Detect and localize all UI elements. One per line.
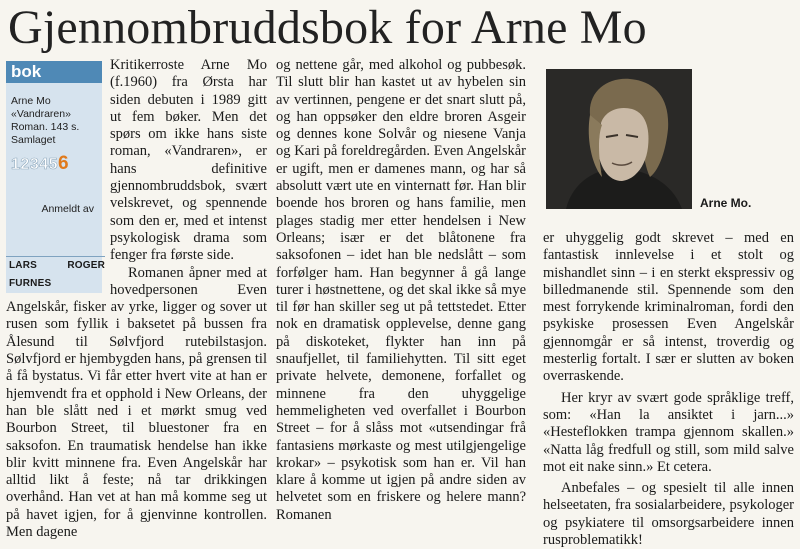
- dice-rating: [11, 155, 69, 173]
- factbox-details: Roman. 143 s.: [11, 121, 80, 133]
- author-portrait-image: [546, 69, 692, 209]
- factbox-tag: bok: [6, 61, 102, 83]
- column3-paragraph-1: er uhyggelig godt skrevet – med en fantastisk innlevelse i et stolt og mishandlet sinn – i en sterkt ekspressiv og billedmanende stil. Spennende som den mest forrykende kriminalroman, fordi den psykiske prosessen Even Angelskår gjennomgår er så intenst, troverdig og mesterlig fortalt. I sær er slutten av boken overraskende.: [543, 230, 794, 385]
- dice-value: 2: [20, 156, 30, 173]
- column3-paragraph-3: Anbefales – og spesielt til alle innen helseetaten, fra sosialarbeidere, psykologer og psykiatere til omsorgsarbeidere innen rusproblematikk!: [543, 480, 794, 549]
- column2-paragraph-1: og nettene går, med alkohol og pubbesøk. Til slutt blir han kastet ut av hybelen sin av vertinnen, pengene er det snart slutt på, og han oppsøker den eldre broren Asgeir og dennes kone Solvår og niesene Vanja og Kari på foreldregården. Even Angelskår er ugift, men er damenes mann, og har så absolutt vært ute en vinternatt før. Han blir boende hos broren og hans familie, men plages stadig mer etter hendelsen i New Orleans; især er det blåtonene fra saksofonen – idet han ble nedslått – som forfølger ham. Han begynner å gå lange turer i høstnettene, og det skal ikke så mye til før han skiller seg ut på tettstedet. Etter nok en dramatisk opplevelse, denne gang på diskoteket, flykter han inn på snaufjellet, til familiehytten. Til sitt eget private helvete, demonene, forfallet og minnene fra den uhyggelige hemmeligheten ved overfallet i Bourbon Street – for å slåss mot «utsendingar frå fantasiens mørkaste og mest utilgjengelige krokar» – psykotisk som han er. Vil han klare å komme ut igjen på andre siden av helvetet som en friskere og helere mann? Romanen: [276, 57, 526, 523]
- reviewed-by-label: Anmeldt av: [41, 203, 94, 215]
- article-column-3: [543, 230, 794, 549]
- dice-rating-value: 6: [58, 153, 70, 174]
- factbox-author: Arne Mo: [11, 95, 51, 107]
- article-column-1: [6, 57, 267, 541]
- headline: Gjennombruddsbok for Arne Mo: [8, 1, 647, 54]
- dice-value: 4: [39, 156, 49, 173]
- reviewer-name: LARS ROGER FURNES: [6, 256, 105, 293]
- column1-paragraph-1: Kritikerroste Arne Mo (f.1960) fra Ørsta har siden debuten i 1989 gitt ut fem bøker. Men det spørs om ikke hans siste roman, «Vandraren», er hans definitive gjennombruddsbok, svært velskrevet, og spennende som den er, med et intenst psykologisk drama som fenger fra første side.: [110, 57, 267, 264]
- factbox-publisher: Samlaget: [11, 134, 56, 146]
- column3-paragraph-2: Her kryr av svært gode språklige treff, som: «Han la ansiktet i jarn...» «Hesteflokken trampa gjennom skallen.» «Natta låg fredfull og still, som mild salve mot eit nake sinn.» Et cetera.: [543, 389, 794, 475]
- dice-value: 1: [11, 156, 21, 173]
- factbox-book-info: [6, 83, 102, 147]
- photo-caption: Arne Mo.: [700, 196, 752, 210]
- review-factbox: [6, 61, 105, 293]
- column1-paragraph-2: Romanen åpner med at hovedpersonen Even Angelskår, fisker av yrke, ligger og sover ut rusen som fyllik i baksetet på bussen fra Ålesund til Sølvfjord rutebilstasjon. Sølvfjord er hjembygden hans, på grensen til å få bystatus. Vi får etter hvert vite at han er hjemvendt fra et opphold i New Orleans, der han ble slått ned i et mørkt smug ved Bourbon Street, til bluestoner fra en saksofon. En traumatisk hendelse han ikke blir kvitt minnene fra. Even Angelskår har alltid likt å feste; nå tar drikkingen overhånd. Han vet at han må komme seg ut på havet igjen, for å gjenvinne kontrollen. Men dagene: [6, 264, 267, 541]
- dice-value: 3: [29, 156, 40, 173]
- article-column-2: [276, 57, 526, 524]
- factbox-title: «Vandraren»: [11, 108, 71, 120]
- dice-value: 5: [48, 156, 59, 173]
- author-photo: [546, 69, 692, 209]
